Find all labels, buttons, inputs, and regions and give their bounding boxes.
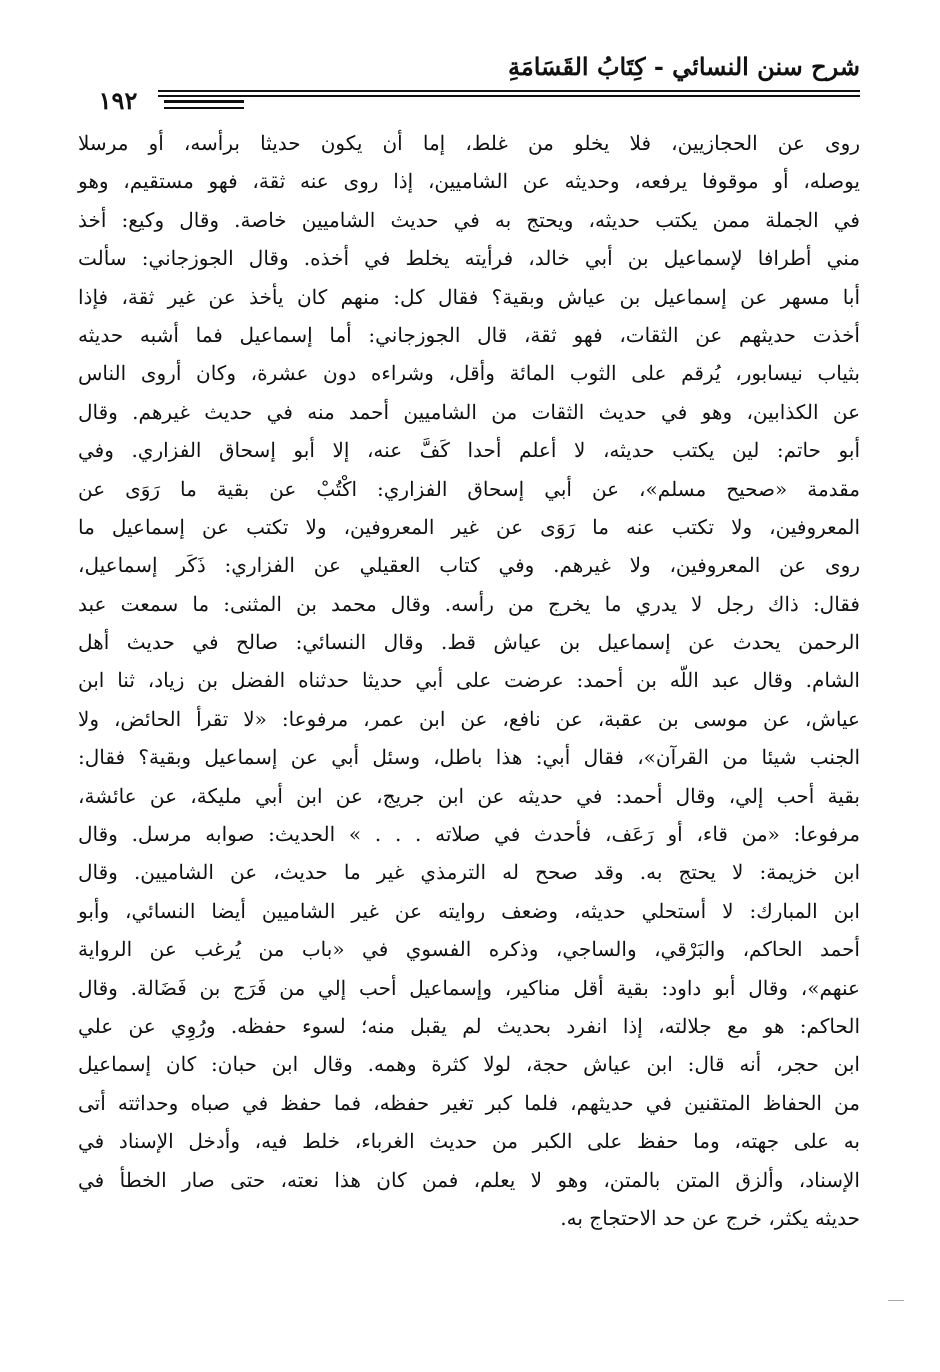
- text-line: أخذت حديثهم عن الثقات، فهو ثقة، قال الجوزجاني: أما إسماعيل فما أشبه حديثه: [78, 322, 860, 347]
- text-line: بثياب نيسابور، يُرقم على الثوب المائة وأقل، وشراءه دون عشرة، وكان أروى الناس: [78, 361, 860, 386]
- page-number: ١٩٢: [78, 88, 158, 114]
- text-line: مني أطرافا لإسماعيل بن أبي خالد، فرأيته يخلط في أخذه. وقال الجوزجاني: سألت: [78, 246, 860, 271]
- text-line: من الحفاظ المتقنين في حديثهم، فلما كبر تغير حفظه، فما حفظ في صباه وحداثته أتى: [78, 1090, 860, 1115]
- text-line: ابن المبارك: لا أستحلي حديثه، وضعف روايته عن غير الشاميين أيضا النسائي، وأبو: [78, 898, 860, 923]
- text-line: به على جهته، وما حفظ على الكبر من حديث الغرباء، خلط فيه، وأدخل الإسناد في: [78, 1129, 860, 1154]
- text-line: الرحمن يحدث عن إسماعيل بن عياش قط. وقال النسائي: صالح في حديث أهل: [78, 630, 860, 655]
- page-number-rule: [164, 100, 244, 103]
- text-line: ابن خزيمة: لا يحتج به. وقد صحح له الترمذي غير ما حديث، عن الشاميين. وقال: [78, 860, 860, 885]
- text-line: المعروفين، ولا تكتب عنه ما رَوَى عن غير المعروفين، ولا تكتب عن إسماعيل ما: [78, 514, 860, 539]
- scan-mark: [888, 1300, 904, 1301]
- text-line: الحاكم: هو مع جلالته، إذا انفرد بحديث لم يقبل منه؛ لسوء حفظه. ورُوِي عن علي: [78, 1013, 860, 1038]
- text-line: ابن حجر، أنه قال: ابن عياش حجة، لولا كثرة وهمه. وقال ابن حبان: كان إسماعيل: [78, 1052, 860, 1077]
- text-line: الشام. وقال عبد اللّه بن أحمد: عرضت على أبي حديثا حدثناه الفضل بن زياد، ثنا ابن: [78, 668, 860, 693]
- text-line: عن الكذابين، وهو في حديث الثقات من الشاميين أحمد منه في حديث غيرهم. وقال: [78, 399, 860, 424]
- text-line: الإسناد، وألزق المتن بالمتن، وهو لا يعلم، فمن كان هذا نعته، حتى صار الخطأ في: [78, 1167, 860, 1192]
- text-line: مقدمة «صحيح مسلم»، عن أبي إسحاق الفزاري: اكْتُبْ عن بقية ما رَوَى عن: [78, 476, 860, 501]
- page-number-rule: [164, 107, 244, 109]
- text-line: فقال: ذاك رجل لا يدري ما يخرج من رأسه. وقال محمد بن المثنى: ما سمعت عبد: [78, 591, 860, 616]
- text-line: مرفوعا: «من قاء، أو رَعَف، فأحدث في صلاته . . . » الحديث: صوابه مرسل. وقال: [78, 822, 860, 847]
- text-line: بقية أحب إلي، وقال أحمد: في حديثه عن ابن جريج، عن ابن أبي مليكة، عن عائشة،: [78, 783, 860, 808]
- page-header: [78, 52, 860, 115]
- text-line: أبا مسهر عن إسماعيل بن عياش وبقية؟ فقال كل: منهم كان يأخذ عن غير ثقة، فإذا: [78, 284, 860, 309]
- header-rule: [78, 95, 860, 97]
- body-text: [78, 124, 860, 1237]
- running-title: شرح سنن النسائي - كِتَابُ القَسَامَةِ: [508, 52, 860, 81]
- text-line: الجنب شيئا من القرآن»، فقال أبي: هذا باطل، وسئل أبي عن إسماعيل وبقية؟ فقال:: [78, 745, 861, 770]
- text-line: حديثه يكثر، خرج عن حد الاحتجاج به.: [560, 1205, 860, 1230]
- text-line: في الجملة ممن يكتب حديثه، ويحتج به في حديث الشاميين خاصة. وقال وكيع: أخذ: [78, 207, 860, 232]
- text-line: روى عن المعروفين، ولا غيرهم. وفي كتاب العقيلي عن الفزاري: ذَكَر إسماعيل،: [78, 553, 860, 578]
- header-rule: [78, 90, 860, 92]
- text-line: روى عن الحجازيين، فلا يخلو من غلط، إما أن يكون حديثا برأسه، أو مرسلا: [78, 131, 860, 155]
- text-line: أحمد الحاكم، والبَرْقي، والساجي، وذكره الفسوي في «باب من يُرغب عن الرواية: [78, 937, 860, 962]
- text-line: أبو حاتم: لين يكتب حديثه، لا أعلم أحدا كَفَّ عنه، إلا أبو إسحاق الفزاري. وفي: [78, 438, 860, 463]
- text-line: عنهم»، وقال أبو داود: بقية أقل مناكير، وإسماعيل أحب إلي من فَرَج بن فَضَالة. وقال: [78, 975, 860, 1000]
- text-line: يوصله، أو موقوفا يرفعه، وحديثه عن الشاميين، إذا روى عنه ثقة، فهو مستقيم، وهو: [78, 169, 860, 194]
- text-line: عياش، عن موسى بن عقبة، عن نافع، عن ابن عمر، مرفوعا: «لا تقرأ الحائض، ولا: [78, 706, 860, 731]
